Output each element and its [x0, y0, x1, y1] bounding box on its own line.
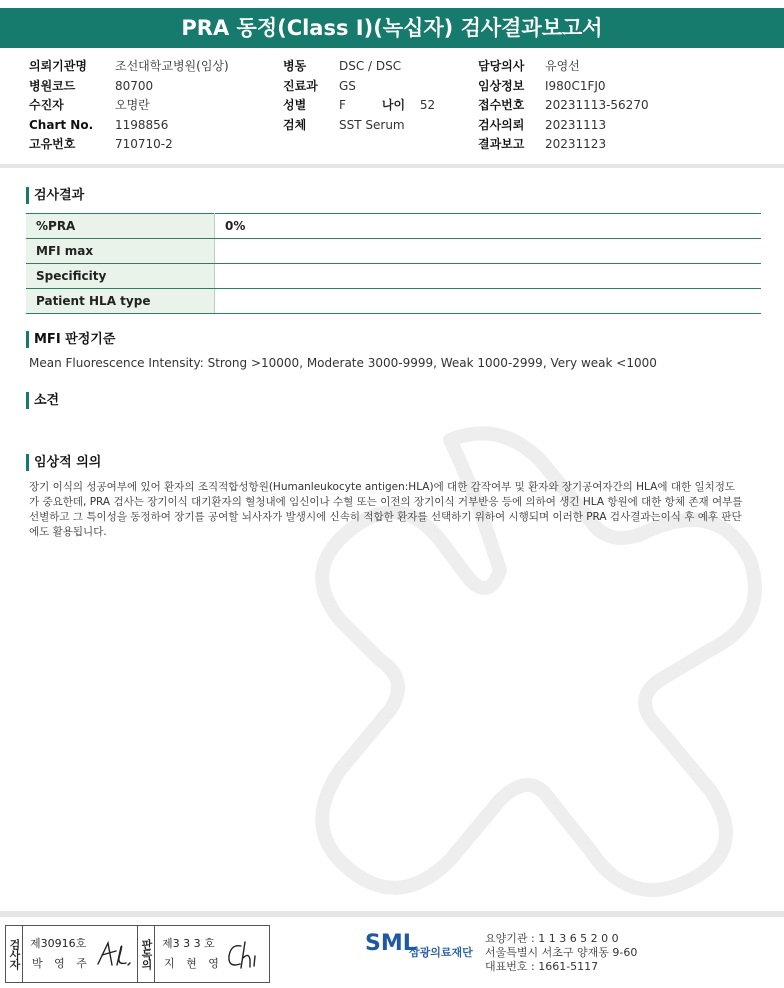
info-column-1 [29, 57, 229, 155]
reviewer-license-no: 제3 3 3 호 [162, 937, 215, 950]
logo-mark: SML [365, 931, 417, 956]
examiner-signature [95, 938, 133, 970]
info-label: 검사의뢰 [478, 117, 525, 132]
info-value: 오명란 [115, 98, 150, 112]
results-table [26, 213, 761, 314]
info-value: 20231113 [545, 117, 607, 132]
result-value: 0% [215, 214, 762, 239]
info-row [29, 135, 229, 155]
report-title: PRA 동정(Class I)(녹십자) 검사결과보고서 [0, 8, 784, 48]
info-value: 80700 [115, 78, 154, 93]
info-label: 성별 [283, 98, 307, 112]
result-label: MFI max [26, 239, 215, 264]
age-value: 52 [419, 98, 436, 112]
info-value: SST Serum [339, 117, 405, 132]
table-row [26, 239, 761, 264]
info-row [478, 77, 649, 97]
examiner-name: 박 영 주 [32, 957, 91, 970]
info-row [29, 96, 229, 116]
info-value: 유영선 [545, 59, 580, 73]
info-label: 고유번호 [29, 137, 76, 151]
info-column-2 [283, 57, 435, 135]
table-row [26, 289, 761, 314]
clinical-heading: 임상적 의의 [26, 454, 101, 471]
info-value: 1198856 [115, 117, 169, 132]
info-label: 접수번호 [478, 98, 525, 112]
result-label: Patient HLA type [26, 289, 215, 314]
result-value [215, 289, 762, 314]
info-value: GS [339, 78, 356, 93]
info-row [283, 57, 435, 77]
footer-divider [0, 911, 784, 917]
info-label: 임상정보 [478, 78, 525, 93]
examiner-label: 검사자 [6, 926, 23, 982]
result-label: %PRA [26, 214, 215, 239]
info-label: Chart No. [29, 117, 94, 132]
info-label: 병원코드 [29, 78, 76, 93]
info-label: 진료과 [283, 78, 318, 93]
table-row [26, 214, 761, 239]
info-row [29, 116, 229, 136]
info-label: 의뢰기관명 [29, 59, 87, 73]
info-label: 수진자 [29, 98, 64, 112]
reviewer-signature [223, 938, 265, 972]
result-value [215, 264, 762, 289]
info-value: DSC / DSC [339, 59, 402, 73]
info-label: 병동 [283, 59, 307, 73]
info-column-3 [478, 57, 649, 155]
info-row [283, 96, 435, 116]
table-row [26, 264, 761, 289]
mfi-criteria-text: Mean Fluorescence Intensity: Strong >10000, Moderate 3000-9999, Weak 1000-2999, Very weak <1000 [29, 356, 657, 370]
info-row [478, 116, 649, 136]
age-label: 나이 [381, 98, 406, 112]
info-row [478, 135, 649, 155]
signature-box [5, 925, 270, 983]
logo-org-name: 삼광의료재단 [409, 946, 473, 959]
reviewer-label: 판독의 [138, 926, 155, 982]
header-divider [0, 164, 784, 168]
info-row [29, 77, 229, 97]
examiner-cell [23, 926, 138, 982]
info-value: F [339, 98, 346, 112]
reviewer-name: 지 현 영 [164, 957, 223, 970]
info-row [478, 57, 649, 77]
info-row [283, 116, 435, 136]
examiner-license-no: 제30916호 [30, 937, 87, 950]
contact-line: 요양기관 : 1 1 3 6 5 2 0 0 [485, 932, 619, 945]
info-value: 20231123 [545, 137, 607, 151]
results-heading: 검사결과 [26, 187, 84, 204]
contact-line: 서울특별시 서초구 양재동 9-60 [485, 946, 638, 959]
info-value: I980C1FJ0 [545, 78, 606, 93]
contact-line: 대표번호 : 1661-5117 [485, 960, 599, 973]
result-label: Specificity [26, 264, 215, 289]
mfi-heading: MFI 판정기준 [26, 331, 115, 348]
opinion-heading: 소견 [26, 392, 59, 409]
info-row [478, 96, 649, 116]
info-row [283, 77, 435, 97]
info-value: 710710-2 [115, 137, 173, 151]
info-label: 담당의사 [478, 59, 525, 73]
result-value [215, 239, 762, 264]
clinical-significance-text: 장기 이식의 성공여부에 있어 환자의 조직적합성항원(Humanleukocyte antigen:HLA)에 대한 감작여부 및 환자와 장기공여자간의 HLA에 대한 일치정도가 중요한데, PRA 검사는 장기이식 대기환자의 혈청내에 임신이나 수혈 또는 이전의 장기이식 거부반응 등에 의하여 생긴 HLA 항원에 대한 항체 존재 여부를 선별하고 그 특이성을 동정하여 장기를 공여할 뇌사자가 발생시에 신속히 적합한 환자를 선택하기 위하여 시행되며 이러한 PRA 검사결과는이식 후 예후 판단에도 활용됩니다. [29, 481, 743, 538]
contact-info [485, 932, 637, 974]
info-row [29, 57, 229, 77]
info-value: 20231113-56270 [545, 98, 649, 112]
info-label: 결과보고 [478, 137, 525, 151]
reviewer-cell [155, 926, 269, 982]
info-value: 조선대학교병원(임상) [115, 59, 229, 73]
info-label: 검체 [283, 117, 307, 132]
